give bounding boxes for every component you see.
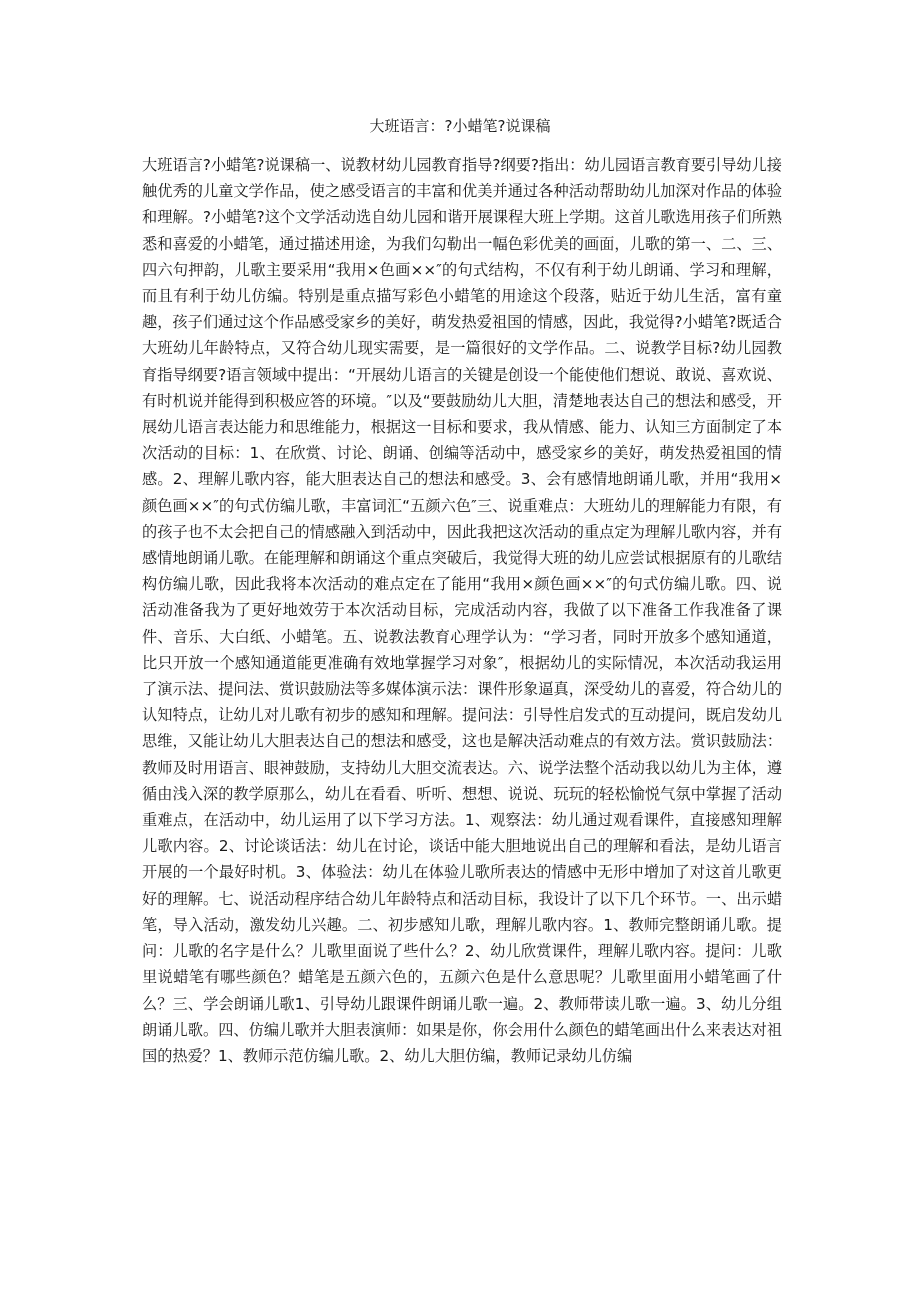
document-title: 大班语言：?小蜡笔?说课稿	[369, 117, 551, 135]
document-body-paragraph: 大班语言?小蜡笔?说课稿一、说教材幼儿园教育指导?纲要?指出：幼儿园语言教育要引导幼儿接触优秀的儿童文学作品，使之感受语言的丰富和优美并通过各种活动帮助幼儿加深对作品的体验和理解。?小蜡笔?这个文学活动选自幼儿园和谐开展课程大班上学期。这首儿歌选用孩子们所熟悉和喜爱的小蜡笔，通过描述用途，为我们勾勒出一幅色彩优美的画面，儿歌的第一、二、三、四六句押韵，儿歌主要采用“我用×色画××″的句式结构，不仅有利于幼儿朗诵、学习和理解，而且有利于幼儿仿编。特别是重点描写彩色小蜡笔的用途这个段落，贴近于幼儿生活，富有童趣，孩子们通过这个作品感受家乡的美好，萌发热爱祖国的情感，因此，我觉得?小蜡笔?既适合大班幼儿年龄特点，又符合幼儿现实需要，是一篇很好的文学作品。二、说教学目标?幼儿园教育指导纲要?语言领域中提出：“开展幼儿语言的关键是创设一个能使他们想说、敢说、喜欢说、有时机说并能得到积极应答的环境。″以及“要鼓励幼儿大胆，清楚地表达自己的想法和感受，开展幼儿语言表达能力和思维能力，根据这一目标和要求，我从情感、能力、认知三方面制定了本次活动的目标：1、在欣赏、讨论、朗诵、创编等活动中，感受家乡的美好，萌发热爱祖国的情感。2、理解儿歌内容，能大胆表达自己的想法和感受。3、会有感情地朗诵儿歌，并用“我用×颜色画××″的句式仿编儿歌，丰富词汇“五颜六色″三、说重难点：大班幼儿的理解能力有限，有的孩子也不太会把自己的情感融入到活动中，因此我把这次活动的重点定为理解儿歌内容，并有感情地朗诵儿歌。在能理解和朗诵这个重点突破后，我觉得大班的幼儿应尝试根据原有的儿歌结构仿编儿歌，因此我将本次活动的难点定在了能用“我用×颜色画××″的句式仿编儿歌。四、说活动准备我为了更好地效劳于本次活动目标，完成活动内容，我做了以下准备工作我准备了课件、音乐、大白纸、小蜡笔。五、说教法教育心理学认为：“学习者，同时开放多个感知通道，比只开放一个感知通道能更准确有效地掌握学习对象″，根据幼儿的实际情况，本次活动我运用了演示法、提问法、赏识鼓励法等多媒体演示法：课件形象逼真，深受幼儿的喜爱，符合幼儿的认知特点，让幼儿对儿歌有初步的感知和理解。提问法：引导性启发式的互动提问，既启发幼儿思维，又能让幼儿大胆表达自己的想法和感受，这也是解决活动难点的有效方法。赏识鼓励法：教师及时用语言、眼神鼓励，支持幼儿大胆交流表达。六、说学法整个活动我以幼儿为主体，遵循由浅入深的教学原那么，幼儿在看看、听听、想想、说说、玩玩的轻松愉悦气氛中掌握了活动重难点，在活动中，幼儿运用了以下学习方法。1、观察法：幼儿通过观看课件，直接感知理解儿歌内容。2、讨论谈话法：幼儿在讨论，谈话中能大胆地说出自己的理解和看法，是幼儿语言开展的一个最好时机。3、体验法：幼儿在体验儿歌所表达的情感中无形中增加了对这首儿歌更好的理解。七、说活动程序结合幼儿年龄特点和活动目标，我设计了以下几个环节。一、出示蜡笔，导入活动，激发幼儿兴趣。二、初步感知儿歌，理解儿歌内容。1、教师完整朗诵儿歌。提问：儿歌的名字是什么？儿歌里面说了些什么？2、幼儿欣赏课件，理解儿歌内容。提问：儿歌里说蜡笔有哪些颜色？蜡笔是五颜六色的，五颜六色是什么意思呢？儿歌里面用小蜡笔画了什么？三、学会朗诵儿歌1、引导幼儿跟课件朗诵儿歌一遍。2、教师带读儿歌一遍。3、幼儿分组朗诵儿歌。四、仿编儿歌并大胆表演师：如果是你，你会用什么颜色的蜡笔画出什么来表达对祖国的热爱？1、教师示范仿编儿歌。2、幼儿大胆仿编，教师记录幼儿仿编	[142, 156, 782, 1065]
